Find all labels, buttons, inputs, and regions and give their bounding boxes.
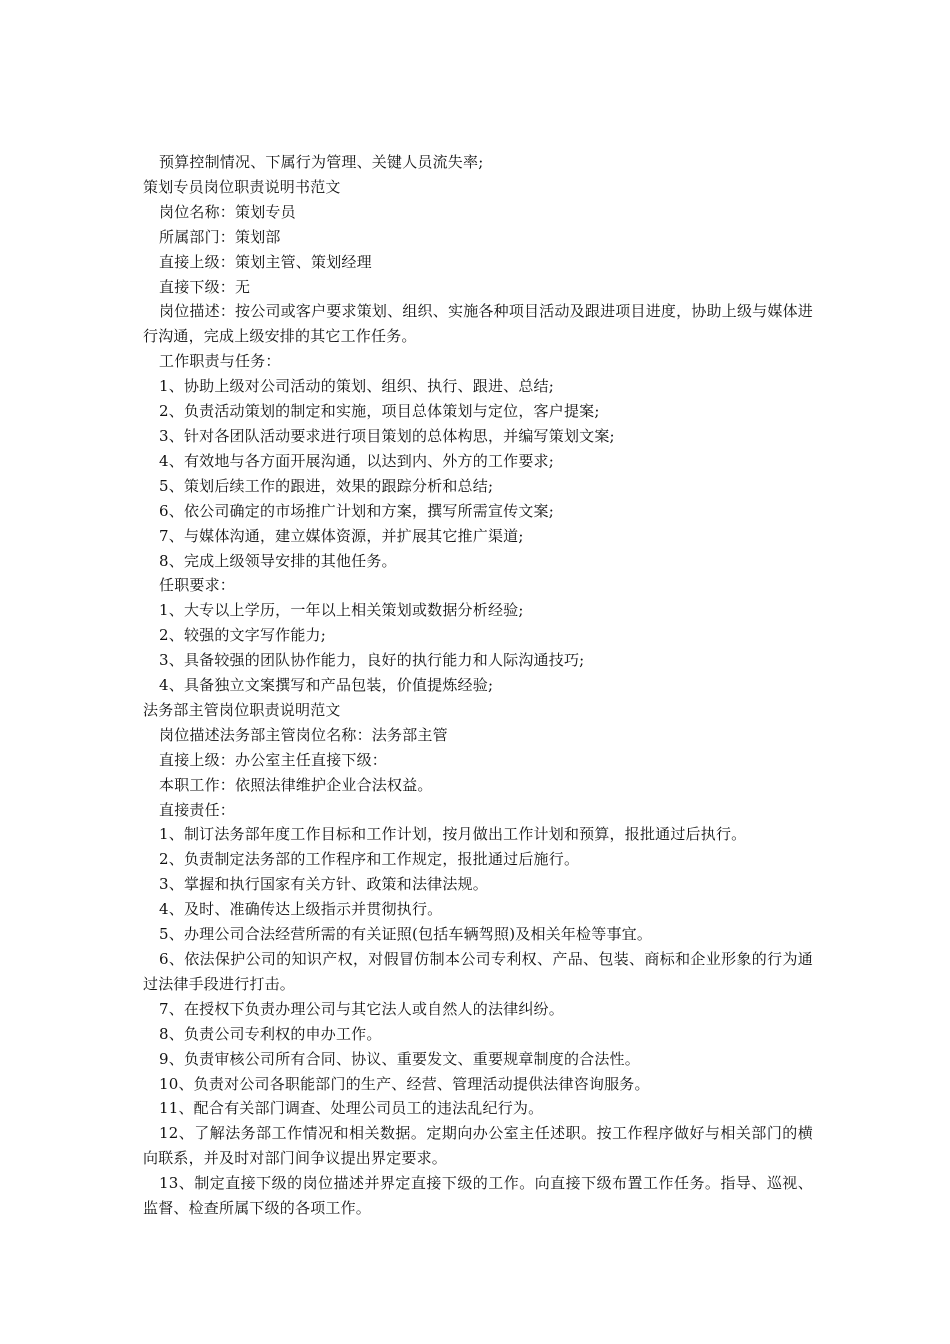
- list-item: 10、负责对公司各职能部门的生产、经营、管理活动提供法律咨询服务。: [159, 1074, 650, 1093]
- list-item: 6、依公司确定的市场推广计划和方案，撰写所需宣传文案;: [159, 501, 554, 520]
- paragraph: 预算控制情况、下属行为管理、关键人员流失率;: [159, 153, 484, 171]
- list-item: 4、有效地与各方面开展沟通，以达到内、外方的工作要求;: [159, 451, 554, 470]
- paragraph: 岗位描述法务部主管岗位名称：法务部主管: [159, 725, 448, 744]
- list-item: 1、大专以上学历，一年以上相关策划或数据分析经验;: [159, 601, 524, 620]
- paragraph: 直接上级：策划主管、策划经理: [159, 252, 372, 271]
- list-item: 5、办理公司合法经营所需的有关证照(包括车辆驾照)及相关年检等事宜。: [159, 925, 653, 944]
- list-item: 8、完成上级领导安排的其他任务。: [159, 551, 397, 570]
- list-item: 3、掌握和执行国家有关方针、政策和法律法规。: [159, 875, 488, 894]
- list-item: 4、及时、准确传达上级指示并贯彻执行。: [159, 900, 443, 919]
- paragraph: 岗位名称：策划专员: [159, 202, 296, 221]
- paragraph: 本职工作：依照法律维护企业合法权益。: [159, 775, 433, 794]
- list-item: 12、了解法务部工作情况和相关数据。定期向办公室主任述职。按工作程序做好与相关部门的横向联系，并及时对部门间争议提出界定要求。: [143, 1124, 813, 1168]
- list-item: 13、制定直接下级的岗位描述并界定直接下级的工作。向直接下级布置工作任务。指导、巡视、监督、检查所属下级的各项工作。: [143, 1174, 813, 1218]
- list-item: 1、制订法务部年度工作目标和工作计划，按月做出工作计划和预算，报批通过后执行。: [159, 825, 747, 844]
- paragraph: 直接上级：办公室主任直接下级：: [159, 750, 388, 769]
- list-item: 2、负责制定法务部的工作程序和工作规定，报批通过后施行。: [159, 850, 580, 869]
- paragraph: 直接下级：无: [159, 277, 251, 296]
- list-item: 5、策划后续工作的跟进，效果的跟踪分析和总结;: [159, 476, 494, 495]
- paragraph: 任职要求：: [159, 576, 236, 595]
- section-heading: 法务部主管岗位职责说明范文: [143, 700, 341, 719]
- paragraph: 所属部门：策划部: [159, 227, 281, 246]
- paragraph: 岗位描述：按公司或客户要求策划、组织、实施各种项目活动及跟进项目进度，协助上级与媒体进行沟通，完成上级安排的其它工作任务。: [143, 302, 813, 346]
- list-item: 8、负责公司专利权的申办工作。: [159, 1024, 382, 1043]
- paragraph: 直接责任：: [159, 800, 236, 819]
- list-item: 2、负责活动策划的制定和实施，项目总体策划与定位，客户提案;: [159, 402, 600, 421]
- list-item: 3、针对各团队活动要求进行项目策划的总体构思，并编写策划文案;: [159, 426, 615, 445]
- list-item: 6、依法保护公司的知识产权，对假冒仿制本公司专利权、产品、包装、商标和企业形象的行为通过法律手段进行打击。: [143, 950, 813, 993]
- document-body: [143, 150, 813, 1221]
- list-item: 7、在授权下负责办理公司与其它法人或自然人的法律纠纷。: [159, 999, 564, 1018]
- section-heading: 策划专员岗位职责说明书范文: [143, 177, 341, 196]
- list-item: 4、具备独立文案撰写和产品包装，价值提炼经验;: [159, 676, 494, 695]
- list-item: 7、与媒体沟通，建立媒体资源，并扩展其它推广渠道;: [159, 526, 524, 545]
- list-item: 2、较强的文字写作能力;: [159, 626, 326, 645]
- list-item: 11、配合有关部门调查、处理公司员工的违法乱纪行为。: [159, 1099, 544, 1118]
- list-item: 3、具备较强的团队协作能力，良好的执行能力和人际沟通技巧;: [159, 651, 585, 670]
- paragraph: 工作职责与任务：: [159, 352, 281, 371]
- list-item: 9、负责审核公司所有合同、协议、重要发文、重要规章制度的合法性。: [159, 1049, 640, 1068]
- list-item: 1、协助上级对公司活动的策划、组织、执行、跟进、总结;: [159, 377, 554, 396]
